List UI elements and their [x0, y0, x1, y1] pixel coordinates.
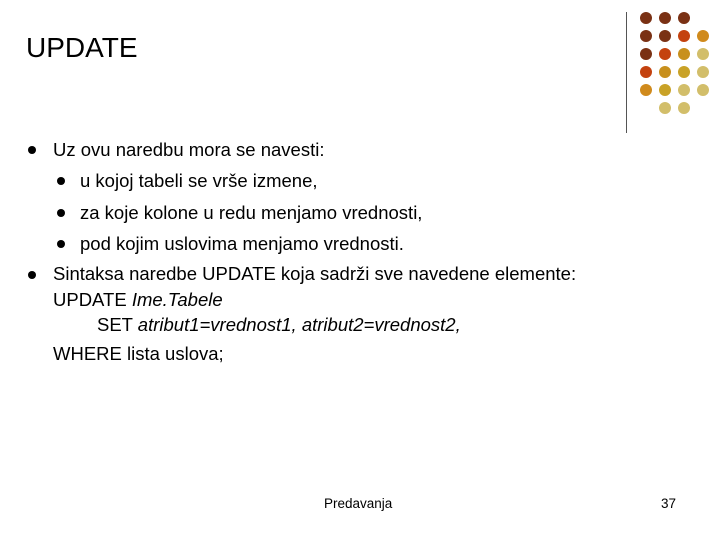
sub-bullet-dot	[57, 177, 65, 185]
syntax-keyword: UPDATE	[53, 289, 132, 310]
decor-dot	[697, 30, 709, 42]
syntax-line-set	[97, 313, 461, 337]
bullet-text: Sintaksa naredbe UPDATE koja sadrži sve navedene elemente:	[53, 263, 577, 284]
decor-dot	[640, 30, 652, 42]
decor-dot	[678, 66, 690, 78]
decor-dot	[659, 48, 671, 60]
decor-dot	[697, 48, 709, 60]
bullet-dot	[28, 271, 36, 279]
decor-dot	[678, 84, 690, 96]
decor-dot	[697, 84, 709, 96]
sub-bullet-text: za koje kolone u redu menjamo vrednosti,	[80, 202, 423, 223]
sub-bullet-text: pod kojim uslovima menjamo vrednosti.	[80, 233, 404, 254]
decor-dot	[659, 102, 671, 114]
decor-dot	[678, 48, 690, 60]
decor-dot	[640, 66, 652, 78]
syntax-keyword: SET	[97, 314, 138, 335]
decor-dot	[659, 66, 671, 78]
decor-dot	[659, 30, 671, 42]
vertical-divider	[626, 12, 627, 133]
decor-dot	[678, 12, 690, 24]
bullet-dot	[28, 146, 36, 154]
sub-bullet-dot	[57, 209, 65, 217]
footer-label: Predavanja	[324, 496, 393, 511]
decor-dot	[678, 102, 690, 114]
page-number: 37	[661, 496, 677, 511]
decor-dot	[640, 84, 652, 96]
slide-title: UPDATE	[26, 32, 138, 63]
decor-dot	[640, 48, 652, 60]
decor-dot	[697, 66, 709, 78]
decorative-dot-grid	[0, 0, 720, 140]
decor-dot	[659, 84, 671, 96]
decor-dot	[659, 12, 671, 24]
sub-bullet-text: u kojoj tabeli se vrše izmene,	[80, 170, 318, 191]
bullet-text: Uz ovu naredbu mora se navesti:	[53, 139, 325, 160]
decor-dot	[640, 12, 652, 24]
sub-bullet-dot	[57, 240, 65, 248]
syntax-assignments: atribut1=vrednost1, atribut2=vrednost2,	[137, 314, 461, 335]
decor-dot	[678, 30, 690, 42]
syntax-table-name: Ime.Tabele	[131, 289, 223, 310]
syntax-line-update	[53, 288, 223, 312]
syntax-line-where: WHERE lista uslova;	[53, 343, 224, 364]
